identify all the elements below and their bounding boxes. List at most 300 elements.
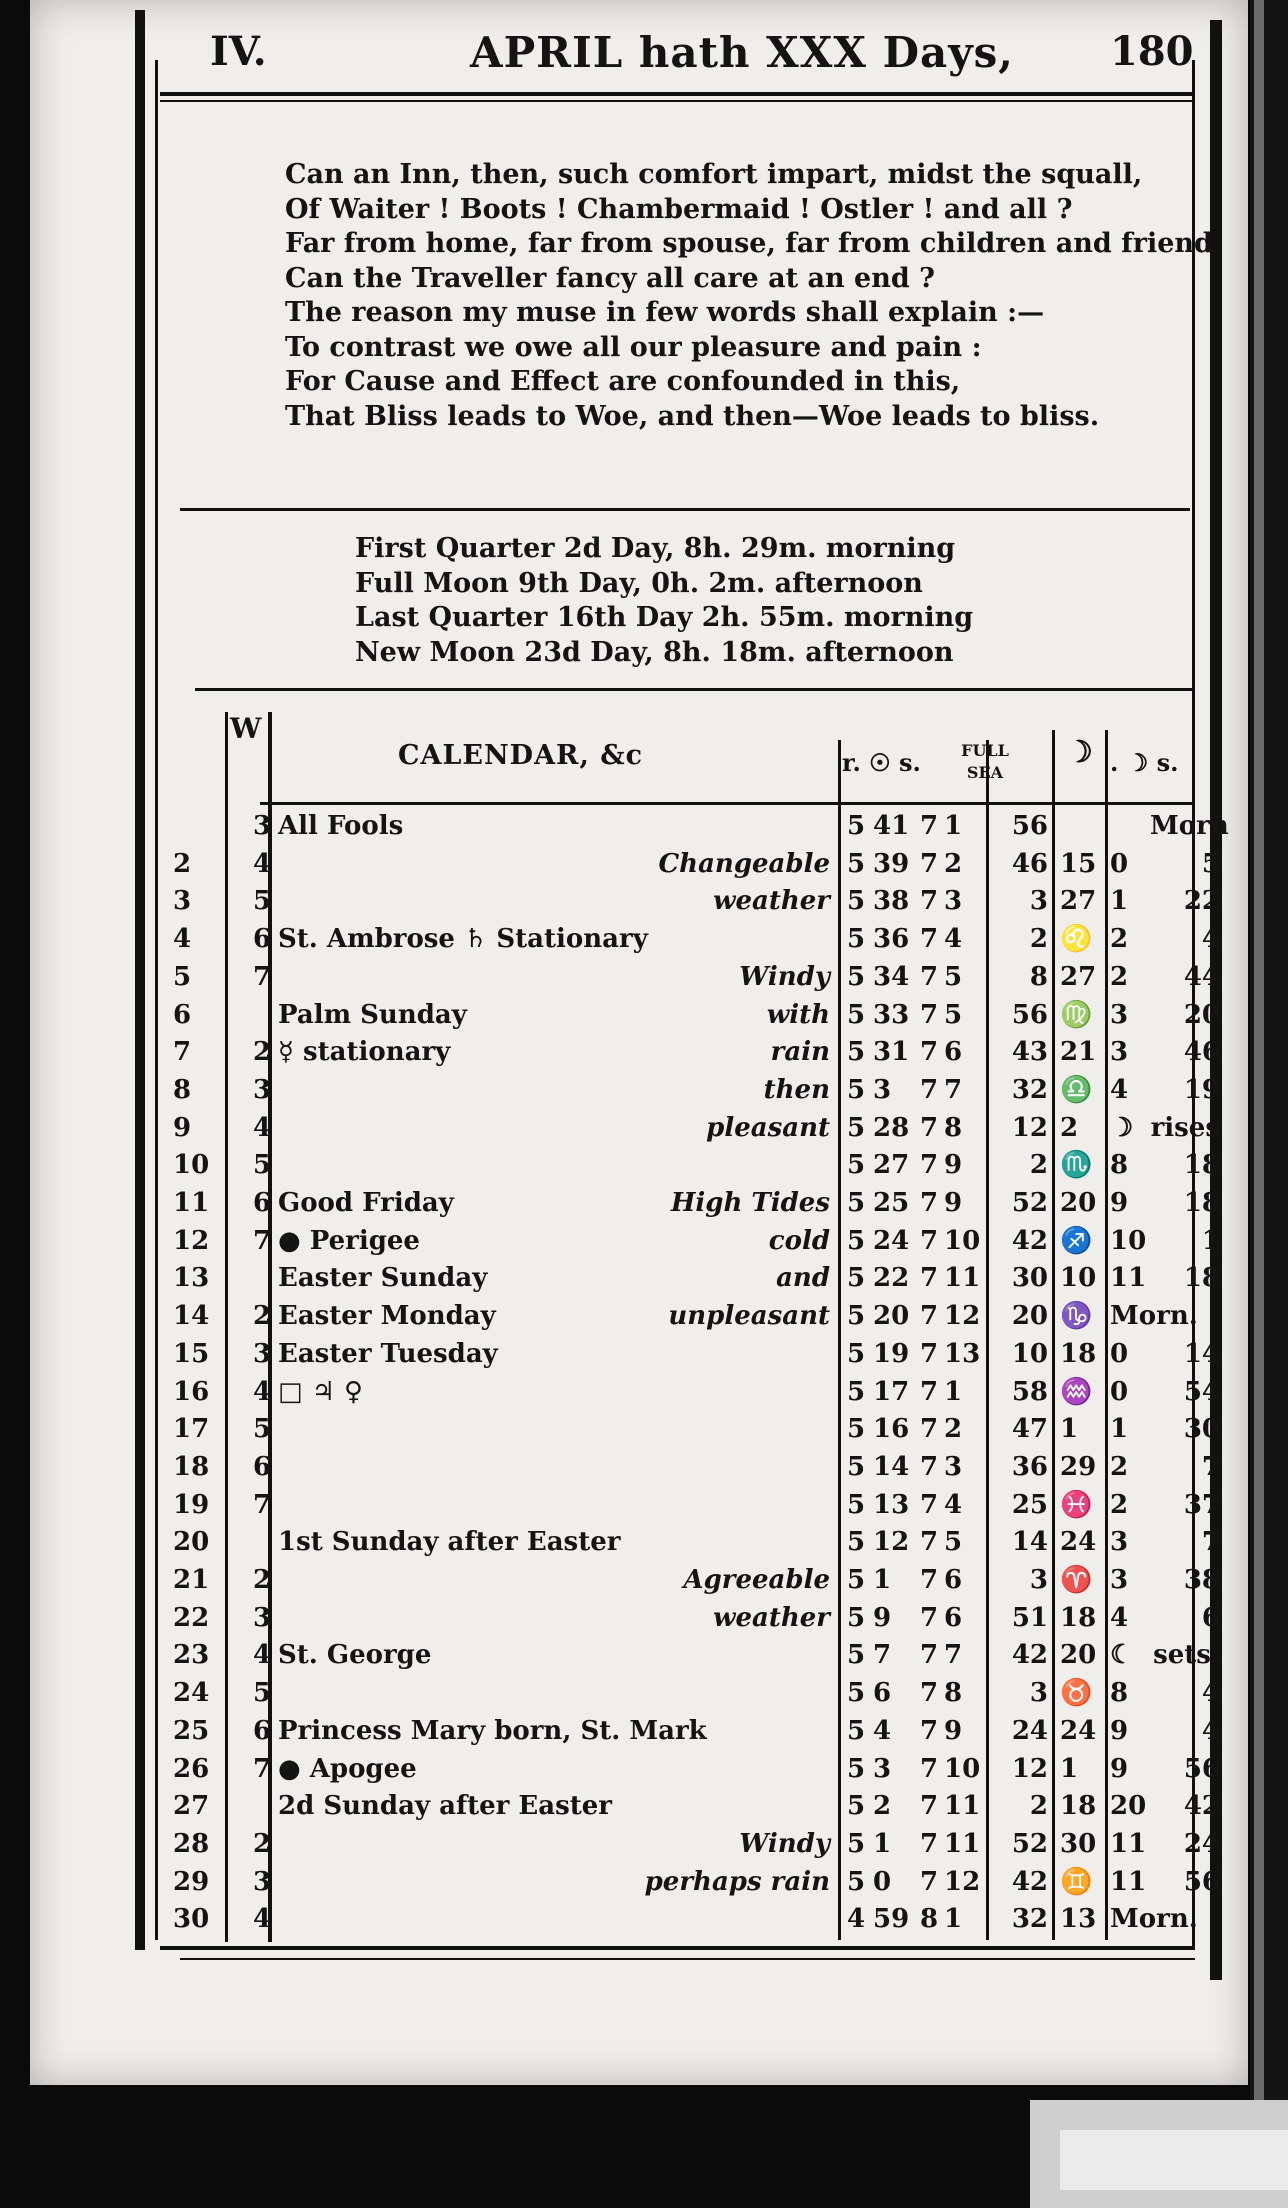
moon-place: 20 [1060, 1188, 1097, 1218]
sunrise-hour: 5 [847, 1301, 866, 1332]
week-day: 6 [252, 924, 272, 955]
moon-place: ♈ [1060, 1565, 1093, 1595]
moon-hour: 10 [1110, 1225, 1147, 1256]
moon-minute: 46 [1183, 1037, 1220, 1068]
poem-line: Far from home, far from spouse, far from children and friend [285, 228, 1213, 259]
week-day: 2 [252, 1565, 272, 1595]
sunset-minute: 9 [944, 1715, 963, 1746]
moon-minute: 6 [1201, 1602, 1220, 1633]
event-text: Palm Sunday [278, 999, 467, 1030]
month-day: 19 [173, 1489, 210, 1520]
moon-hour: 4 [1110, 1602, 1129, 1633]
moon-hour: 11 [1110, 1866, 1147, 1897]
week-day: 7 [252, 961, 272, 992]
sunset-hour: 7 [920, 1188, 939, 1218]
table-bottom-rule [160, 1946, 1195, 1950]
header-rule-2 [160, 100, 1195, 102]
full-sea: 42 [1011, 1640, 1048, 1671]
moon-place: 1 [1060, 1414, 1079, 1445]
sunrise-hour: 5 [847, 924, 866, 955]
full-sea: 2 [1029, 1791, 1048, 1822]
sunset-minute: 10 [944, 1225, 981, 1256]
week-day: 2 [252, 1037, 272, 1068]
moon-minute: 14 [1183, 1338, 1220, 1369]
sunrise-minute: 16 [873, 1414, 910, 1445]
moon-place: 2 [1060, 1112, 1079, 1143]
calendar-row [30, 1374, 1248, 1411]
moon-place: 15 [1060, 848, 1097, 879]
month-day: 30 [173, 1904, 210, 1935]
sunset-hour: 7 [920, 1602, 939, 1633]
full-sea: 43 [1011, 1037, 1048, 1068]
underlying-page-highlight [1060, 2130, 1288, 2190]
calendar-row [30, 1637, 1248, 1674]
moon-minute: 18 [1183, 1263, 1220, 1294]
moon-minute: rises [1150, 1112, 1220, 1143]
month-day: 16 [173, 1376, 210, 1407]
event-text: 2d Sunday after Easter [278, 1791, 612, 1822]
full-sea: 8 [1029, 961, 1048, 992]
event-text: Princess Mary born, St. Mark [278, 1715, 707, 1746]
sunrise-hour: 5 [847, 1414, 866, 1445]
week-day: 5 [252, 886, 272, 917]
event-text: 1st Sunday after Easter [278, 1527, 621, 1558]
moon-minute: Morn [1150, 811, 1229, 841]
sunrise-minute: 19 [873, 1338, 910, 1369]
moon-place: 24 [1060, 1527, 1097, 1558]
moon-minute: 30 [1183, 1414, 1220, 1445]
sunrise-minute: 36 [873, 924, 910, 955]
sunset-hour: 7 [920, 961, 939, 992]
calendar-row [30, 1223, 1248, 1260]
calendar-row [30, 1675, 1248, 1712]
sunset-minute: 9 [944, 1150, 963, 1181]
sunrise-hour: 5 [847, 1753, 866, 1784]
weather-note: and [776, 1263, 830, 1294]
table-bottom-rule-2 [180, 1958, 1195, 1960]
weather-note: Changeable [658, 848, 830, 879]
sunrise-minute: 14 [873, 1451, 910, 1482]
event-text: □ ♃ ♀ [278, 1376, 363, 1407]
moon-place: 10 [1060, 1263, 1097, 1294]
col-header-sun: r. ☉ s. [842, 748, 921, 777]
moon-minute: 22 [1183, 886, 1220, 917]
moon-place: ♍ [1060, 999, 1093, 1030]
weather-note: unpleasant [668, 1301, 830, 1332]
week-day: 7 [252, 1753, 272, 1784]
month-day: 6 [173, 999, 192, 1030]
month-day: 22 [173, 1602, 210, 1633]
moon-place: ♎ [1060, 1074, 1093, 1105]
week-day: 2 [252, 1301, 272, 1332]
sunrise-minute: 27 [873, 1150, 910, 1181]
weather-note: High Tides [670, 1188, 830, 1218]
sunset-minute: 1 [944, 811, 963, 841]
col-header-moon-place: ☽ [1066, 735, 1093, 770]
sunrise-hour: 5 [847, 1640, 866, 1671]
sunrise-hour: 5 [847, 1678, 866, 1709]
sunrise-hour: 5 [847, 811, 866, 841]
sunset-hour: 7 [920, 811, 939, 841]
full-sea: 2 [1029, 1150, 1048, 1181]
calendar-row [30, 1524, 1248, 1561]
calendar-row [30, 1600, 1248, 1637]
moon-minute: 19 [1183, 1074, 1220, 1105]
moon-minute: 18 [1183, 1150, 1220, 1181]
sunset-hour: 7 [920, 1414, 939, 1445]
week-day: 6 [252, 1188, 272, 1218]
sunset-minute: 6 [944, 1565, 963, 1595]
moon-hour: 3 [1110, 1037, 1129, 1068]
month-day: 5 [173, 961, 192, 992]
sunrise-hour: 5 [847, 1527, 866, 1558]
month-day: 24 [173, 1678, 210, 1709]
moon-phase-line: First Quarter 2d Day, 8h. 29m. morning [355, 533, 956, 564]
sunset-hour: 7 [920, 1565, 939, 1595]
month-day: 11 [173, 1188, 210, 1218]
sunset-minute: 8 [944, 1112, 963, 1143]
month-day: 17 [173, 1414, 210, 1445]
full-sea: 42 [1011, 1866, 1048, 1897]
month-day: 12 [173, 1225, 210, 1256]
sunrise-hour: 5 [847, 1263, 866, 1294]
moon-minute: sets. [1153, 1640, 1220, 1671]
sunset-minute: 12 [944, 1866, 981, 1897]
sunrise-hour: 5 [847, 1338, 866, 1369]
sunset-hour: 7 [920, 1828, 939, 1859]
sunset-hour: 7 [920, 1301, 939, 1332]
weather-note: cold [768, 1225, 830, 1256]
sunset-hour: 7 [920, 1715, 939, 1746]
month-day: 10 [173, 1150, 210, 1181]
moon-hour: 3 [1110, 1565, 1129, 1595]
calendar-row [30, 1260, 1248, 1297]
sunrise-minute: 39 [873, 848, 910, 879]
sunrise-hour: 5 [847, 848, 866, 879]
sunset-hour: 7 [920, 924, 939, 955]
sunset-hour: 7 [920, 1678, 939, 1709]
month-day: 4 [173, 924, 192, 955]
sunrise-hour: 5 [847, 1112, 866, 1143]
month-day: 21 [173, 1565, 210, 1595]
col-header-fullsea: FULL SEA [961, 741, 1009, 782]
full-sea: 2 [1029, 924, 1048, 955]
sunrise-minute: 12 [873, 1527, 910, 1558]
almanac-page [30, 0, 1248, 2085]
sunset-minute: 5 [944, 961, 963, 992]
moon-place: 1 [1060, 1753, 1079, 1784]
sunrise-minute: 20 [873, 1301, 910, 1332]
sunset-minute: 3 [944, 1451, 963, 1482]
moon-hour: 3 [1110, 999, 1129, 1030]
sunset-minute: 11 [944, 1828, 981, 1859]
event-text: Easter Monday [278, 1301, 496, 1332]
moon-hour: ☾ [1110, 1640, 1134, 1671]
col-header-calendar: CALENDAR, &c [398, 740, 644, 771]
sunrise-hour: 5 [847, 1150, 866, 1181]
month-title: APRIL hath XXX Days, [470, 28, 1014, 77]
moon-place: 18 [1060, 1338, 1097, 1369]
sunrise-minute: 9 [873, 1602, 892, 1633]
moon-minute: 4 [1201, 924, 1220, 955]
calendar-row [30, 1072, 1248, 1109]
moon-hour: ☽ [1110, 1112, 1134, 1143]
moon-minute: 7 [1201, 1451, 1220, 1482]
week-day: 4 [252, 1904, 272, 1935]
moon-hour: Morn. [1110, 1904, 1198, 1935]
full-sea: 14 [1011, 1527, 1048, 1558]
week-day: 5 [252, 1150, 272, 1181]
moon-place: ♏ [1060, 1150, 1093, 1181]
sunrise-hour: 5 [847, 1828, 866, 1859]
event-text: All Fools [278, 811, 404, 841]
sunrise-minute: 41 [873, 811, 910, 841]
moon-hour: 0 [1110, 1376, 1129, 1407]
month-day: 15 [173, 1338, 210, 1369]
weather-note: perhaps rain [644, 1866, 830, 1897]
week-day: 3 [252, 1602, 272, 1633]
month-day: 18 [173, 1451, 210, 1482]
sunrise-hour: 5 [847, 1188, 866, 1218]
sunset-minute: 11 [944, 1791, 981, 1822]
moon-place: 29 [1060, 1451, 1097, 1482]
moon-place: ♌ [1060, 924, 1093, 955]
calendar-row [30, 959, 1248, 996]
sunset-minute: 2 [944, 848, 963, 879]
sunrise-hour: 5 [847, 1225, 866, 1256]
full-sea: 3 [1029, 1678, 1048, 1709]
sunset-minute: 2 [944, 1414, 963, 1445]
week-day: 3 [252, 1866, 272, 1897]
month-day: 7 [173, 1037, 192, 1068]
full-sea: 3 [1029, 886, 1048, 917]
moon-place: ♑ [1060, 1301, 1093, 1332]
full-sea: 32 [1011, 1904, 1048, 1935]
sunset-minute: 4 [944, 924, 963, 955]
moon-minute: 4 [1201, 1715, 1220, 1746]
sunrise-minute: 7 [873, 1640, 892, 1671]
calendar-row [30, 1713, 1248, 1750]
moon-place: ♉ [1060, 1678, 1093, 1709]
calendar-row [30, 1901, 1248, 1938]
weather-note: Windy [739, 961, 830, 992]
moon-minute: 4 [1201, 1678, 1220, 1709]
calendar-row [30, 1185, 1248, 1222]
moon-hour: 2 [1110, 1451, 1129, 1482]
moon-hour: 9 [1110, 1753, 1129, 1784]
sunrise-hour: 4 [847, 1904, 866, 1935]
sunset-minute: 3 [944, 886, 963, 917]
moon-minute: 5 [1201, 848, 1220, 879]
month-day: 28 [173, 1828, 210, 1859]
sunset-minute: 13 [944, 1338, 981, 1369]
sunset-hour: 7 [920, 1074, 939, 1105]
full-sea: 52 [1011, 1188, 1048, 1218]
moon-phase-line: Full Moon 9th Day, 0h. 2m. afternoon [355, 567, 923, 599]
page-number: IV. [210, 28, 267, 75]
sunrise-hour: 5 [847, 1489, 866, 1520]
week-day: 6 [252, 1715, 272, 1746]
full-sea: 30 [1011, 1263, 1048, 1294]
sunset-minute: 5 [944, 1527, 963, 1558]
poem-line: Can an Inn, then, such comfort impart, midst the squall, [285, 159, 1143, 190]
moon-hour: 8 [1110, 1678, 1129, 1709]
full-sea: 42 [1011, 1225, 1048, 1256]
moon-minute: 56 [1183, 1753, 1220, 1784]
month-day: 8 [173, 1074, 192, 1105]
month-day: 9 [173, 1112, 192, 1143]
sunrise-minute: 31 [873, 1037, 910, 1068]
sunset-minute: 10 [944, 1753, 981, 1784]
moon-hour: 9 [1110, 1188, 1129, 1218]
week-day: 7 [252, 1225, 272, 1256]
moon-minute: 44 [1183, 961, 1220, 992]
weather-note: weather [713, 1602, 830, 1633]
sunrise-hour: 5 [847, 961, 866, 992]
moon-place: ♊ [1060, 1866, 1093, 1897]
sunset-hour: 7 [920, 1489, 939, 1520]
event-text: ● Apogee [278, 1753, 417, 1784]
moon-hour: 4 [1110, 1074, 1129, 1105]
sunrise-hour: 5 [847, 1715, 866, 1746]
moon-hour: 0 [1110, 848, 1129, 879]
sunset-hour: 7 [920, 886, 939, 917]
sunset-hour: 7 [920, 1338, 939, 1369]
moon-phases [355, 532, 1055, 670]
full-sea: 32 [1011, 1074, 1048, 1105]
sunset-hour: 7 [920, 1376, 939, 1407]
full-sea: 56 [1011, 999, 1048, 1030]
sunrise-minute: 1 [873, 1828, 892, 1859]
sunset-hour: 7 [920, 1640, 939, 1671]
sunset-minute: 9 [944, 1188, 963, 1218]
poem-line: Can the Traveller fancy all care at an end ? [285, 262, 935, 294]
sunrise-minute: 6 [873, 1678, 892, 1709]
moon-hour: 2 [1110, 961, 1129, 992]
event-text: Easter Sunday [278, 1263, 488, 1294]
sunset-hour: 7 [920, 1037, 939, 1068]
full-sea: 3 [1029, 1565, 1048, 1595]
sunset-hour: 7 [920, 1263, 939, 1294]
poem-line: To contrast we owe all our pleasure and pain : [285, 331, 982, 363]
sunrise-minute: 0 [873, 1866, 892, 1897]
week-day: 2 [252, 1828, 272, 1859]
moon-minute: 24 [1183, 1828, 1220, 1859]
moon-hour: 1 [1110, 1414, 1129, 1445]
full-sea: 12 [1011, 1753, 1048, 1784]
sunset-minute: 1 [944, 1904, 963, 1935]
event-text: St. George [278, 1640, 432, 1671]
moon-place: ♐ [1060, 1225, 1093, 1256]
month-day: 20 [173, 1527, 210, 1558]
sunrise-minute: 59 [873, 1904, 910, 1935]
moon-place: 24 [1060, 1715, 1097, 1746]
full-sea: 24 [1011, 1715, 1048, 1746]
calendar-row [30, 1864, 1248, 1901]
sunset-hour: 7 [920, 1112, 939, 1143]
weather-note: pleasant [706, 1112, 830, 1143]
week-day: 3 [252, 1338, 272, 1369]
event-text: Good Friday [278, 1188, 454, 1218]
weather-note: weather [713, 886, 830, 917]
sunset-hour: 7 [920, 1451, 939, 1482]
sunset-minute: 7 [944, 1074, 963, 1105]
sunrise-hour: 5 [847, 886, 866, 917]
month-day: 27 [173, 1791, 210, 1822]
moon-minute: 54 [1183, 1376, 1220, 1407]
moon-hour: 11 [1110, 1828, 1147, 1859]
sunset-minute: 8 [944, 1678, 963, 1709]
year-label: 180 [1110, 28, 1194, 75]
calendar-row [30, 1147, 1248, 1184]
sunrise-hour: 5 [847, 1565, 866, 1595]
moon-hour: 3 [1110, 1527, 1129, 1558]
sunset-hour: 7 [920, 1753, 939, 1784]
sunset-minute: 12 [944, 1301, 981, 1332]
moon-place: 18 [1060, 1791, 1097, 1822]
poem-line: The reason my muse in few words shall explain :— [285, 297, 1045, 328]
moon-place: 18 [1060, 1602, 1097, 1633]
sunset-hour: 7 [920, 848, 939, 879]
week-day: 4 [252, 848, 272, 879]
sunrise-minute: 22 [873, 1263, 910, 1294]
sunset-hour: 7 [920, 1225, 939, 1256]
moon-place: 27 [1060, 961, 1097, 992]
sunrise-hour: 5 [847, 999, 866, 1030]
col-header-moon-rs: . ☽ s. [1110, 748, 1179, 777]
sunset-hour: 8 [920, 1904, 939, 1935]
calendar-row [30, 1449, 1248, 1486]
moon-hour: 20 [1110, 1791, 1147, 1822]
month-day: 2 [173, 848, 192, 879]
moon-minute: 1 [1201, 1225, 1220, 1256]
moon-hour: 8 [1110, 1150, 1129, 1181]
week-day: 5 [252, 1678, 272, 1709]
sunrise-minute: 33 [873, 999, 910, 1030]
calendar-row [30, 846, 1248, 883]
moon-hour: 11 [1110, 1263, 1147, 1294]
moon-bottom-rule [195, 688, 1195, 691]
full-sea: 46 [1011, 848, 1048, 879]
sunset-minute: 7 [944, 1640, 963, 1671]
full-sea: 12 [1011, 1112, 1048, 1143]
moon-place: 27 [1060, 886, 1097, 917]
event-text: Easter Tuesday [278, 1338, 498, 1369]
full-sea: 25 [1011, 1489, 1048, 1520]
moon-hour: 2 [1110, 1489, 1129, 1520]
moon-place: ♓ [1060, 1489, 1093, 1520]
sunset-hour: 7 [920, 1791, 939, 1822]
week-day: 5 [252, 1414, 272, 1445]
moon-hour: 2 [1110, 924, 1129, 955]
sunrise-minute: 13 [873, 1489, 910, 1520]
sunset-hour: 7 [920, 1866, 939, 1897]
sunrise-minute: 28 [873, 1112, 910, 1143]
sunset-minute: 4 [944, 1489, 963, 1520]
calendar-row [30, 921, 1248, 958]
sunrise-minute: 25 [873, 1188, 910, 1218]
month-day: 14 [173, 1301, 210, 1332]
full-sea: 51 [1011, 1602, 1048, 1633]
moon-hour: 0 [1110, 1338, 1129, 1369]
calendar-row [30, 808, 1248, 845]
moon-phase-line: Last Quarter 16th Day 2h. 55m. morning [355, 602, 974, 633]
moon-hour: 9 [1110, 1715, 1129, 1746]
calendar-row [30, 1788, 1248, 1825]
sunset-minute: 1 [944, 1376, 963, 1407]
sunrise-minute: 1 [873, 1565, 892, 1595]
calendar-row [30, 1487, 1248, 1524]
